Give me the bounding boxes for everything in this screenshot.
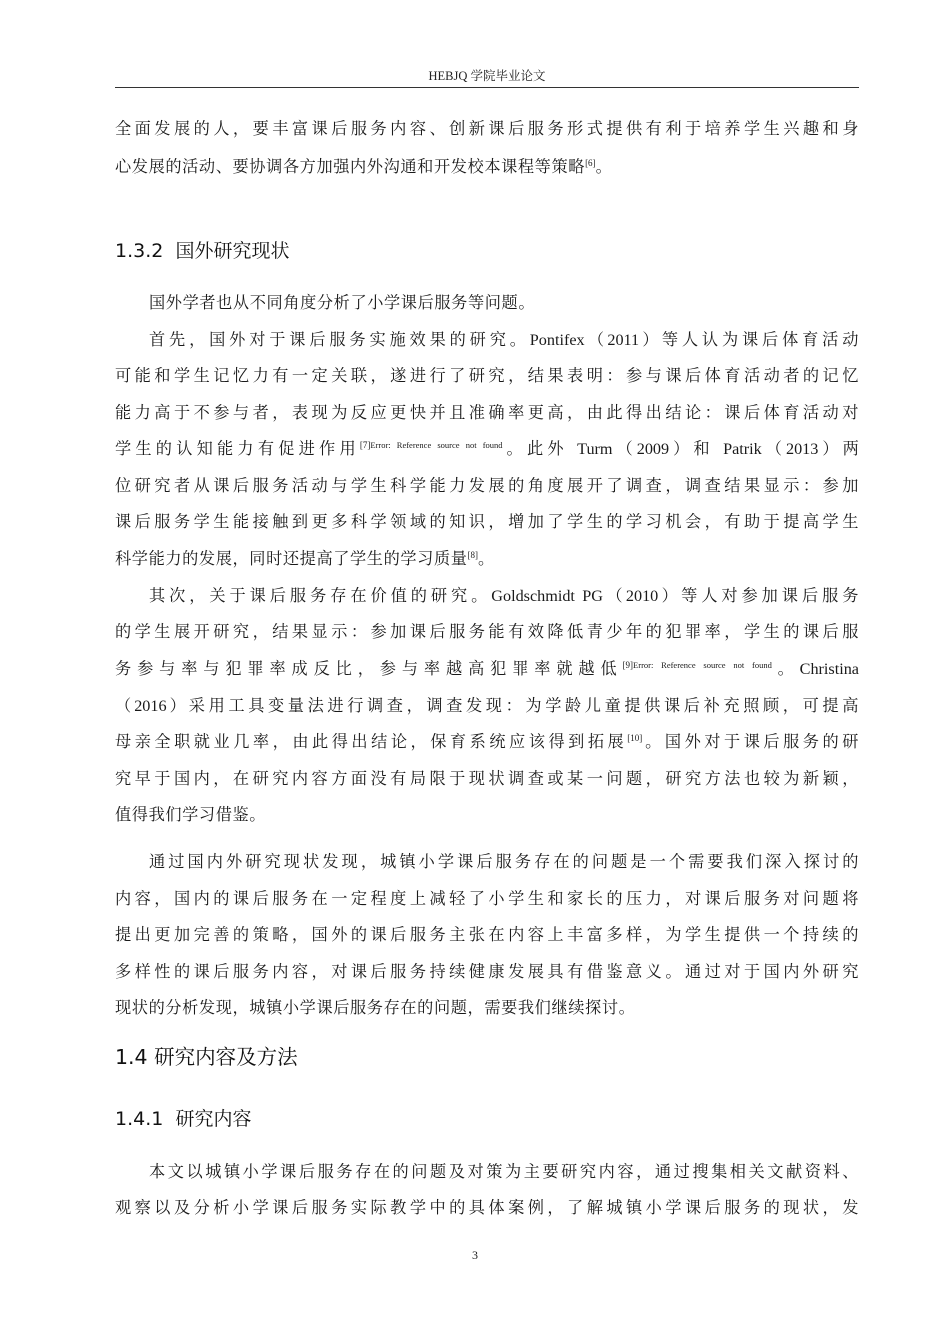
text-span: 学生的认知能力有促进作用 — [115, 439, 360, 458]
section-title: 国外研究现状 — [175, 240, 290, 262]
body-line — [115, 655, 859, 679]
section-heading-1-4-1 — [115, 1104, 251, 1131]
section-heading-1-3-2 — [115, 236, 289, 263]
citation[interactable]: [8] — [467, 550, 479, 560]
text-span: 。 — [478, 549, 495, 568]
body-line — [115, 545, 859, 569]
text-span: 其次，关于课后服务存在价值的研究。 — [149, 586, 492, 605]
text-span: 。 — [595, 157, 613, 176]
section-title: 研究内容 — [175, 1108, 252, 1130]
running-header: HEBJQ 学院毕业论文 — [428, 69, 546, 83]
body-line — [149, 582, 859, 606]
text-span: 两 — [842, 439, 859, 458]
section-heading-1-4 — [115, 1040, 298, 1070]
body-line — [115, 692, 859, 716]
citation[interactable]: [6] — [585, 158, 596, 168]
body-line — [115, 435, 859, 459]
year-ref: （2016） — [115, 697, 189, 715]
text-span: 等人对参加课后服务 — [681, 586, 859, 605]
header-divider — [115, 87, 859, 88]
author-ref: Patrik（2013） — [723, 440, 843, 458]
body-line: 的学生展开研究，结果显示：参加课后服务能有效降低青少年的犯罪率，学生的课后服 — [115, 622, 859, 641]
citation[interactable]: [10] — [627, 733, 643, 743]
reference-error: Error: Reference source not found — [633, 660, 772, 670]
author-ref: Goldschmidt PG（2010） — [491, 587, 682, 605]
section-number: 1.3.2 — [115, 240, 164, 262]
text-span: 务参与率与犯罪率成反比，参与率越高犯罪率就越低 — [115, 659, 623, 678]
body-line — [149, 326, 859, 350]
text-span: 采用工具变量法进行调查，调查发现：为学龄儿童提供课后补充照顾，可提高 — [188, 696, 859, 715]
reference-error: Error: Reference source not found — [370, 440, 503, 450]
section-number: 1.4 — [115, 1045, 148, 1069]
author-ref: Christina — [799, 660, 859, 678]
body-line: 课后服务学生能接触到更多科学领域的知识，增加了学生的学习机会，有助于提高学生 — [115, 512, 859, 531]
text-span: 。此外 — [502, 439, 578, 458]
text-span: 首先，国外对于课后服务实施效果的研究。 — [149, 330, 530, 349]
page-number: 3 — [472, 1248, 478, 1262]
text-span: 和 — [693, 439, 724, 458]
section-number: 1.4.1 — [115, 1108, 164, 1130]
body-line — [115, 153, 859, 177]
body-line: 提出更加完善的策略，国外的课后服务主张在内容上丰富多样，为学生提供一个持续的 — [115, 925, 859, 944]
section-title: 研究内容及方法 — [154, 1045, 298, 1069]
text-span: 科学能力的发展，同时还提高了学生的学习质量 — [115, 549, 468, 568]
body-line: 通过国内外研究现状发现，城镇小学课后服务存在的问题是一个需要我们深入探讨的 — [149, 852, 859, 871]
body-line: 位研究者从课后服务活动与学生科学能力发展的角度展开了调查，调查结果显示：参加 — [115, 476, 859, 495]
text-span: 。国外对于课后服务的研 — [642, 732, 859, 751]
body-line: 可能和学生记忆力有一定关联，遂进行了研究，结果表明：参与课后体育活动者的记忆 — [115, 366, 859, 385]
body-line: 能力高于不参与者，表现为反应更快并且准确率更高，由此得出结论：课后体育活动对 — [115, 403, 859, 422]
text-span: 心发展的活动、要协调各方加强内外沟通和开发校本课程等策略 — [115, 157, 586, 176]
body-line: 值得我们学习借鉴。 — [115, 805, 267, 824]
body-line: 现状的分析发现，城镇小学课后服务存在的问题，需要我们继续探讨。 — [115, 998, 636, 1017]
body-line: 究早于国内，在研究内容方面没有局限于现状调查或某一问题，研究方法也较为新颖， — [115, 769, 859, 788]
text-span: 等人认为课后体育活动 — [661, 330, 859, 349]
text-span: 母亲全职就业几率，由此得出结论，保育系统应该得到拓展 — [115, 732, 628, 751]
author-ref: Pontifex（2011） — [529, 331, 662, 349]
text-span: 。 — [771, 659, 800, 678]
citation[interactable]: [7] — [359, 440, 371, 450]
citation[interactable]: [9] — [622, 660, 634, 670]
body-line: 全面发展的人，要丰富课后服务内容、创新课后服务形式提供有利于培养学生兴趣和身 — [115, 119, 859, 138]
author-ref: Turm（2009） — [577, 440, 694, 458]
body-line: 国外学者也从不同角度分析了小学课后服务等问题。 — [149, 293, 536, 312]
body-line — [115, 728, 859, 752]
body-line: 内容，国内的课后服务在一定程度上减轻了小学生和家长的压力，对课后服务对问题将 — [115, 889, 859, 908]
body-line: 多样性的课后服务内容，对课后服务持续健康发展具有借鉴意义。通过对于国内外研究 — [115, 962, 859, 981]
body-line: 本文以城镇小学课后服务存在的问题及对策为主要研究内容，通过搜集相关文献资料、 — [149, 1162, 859, 1181]
body-line: 观察以及分析小学课后服务实际教学中的具体案例，了解城镇小学课后服务的现状，发 — [115, 1198, 859, 1217]
